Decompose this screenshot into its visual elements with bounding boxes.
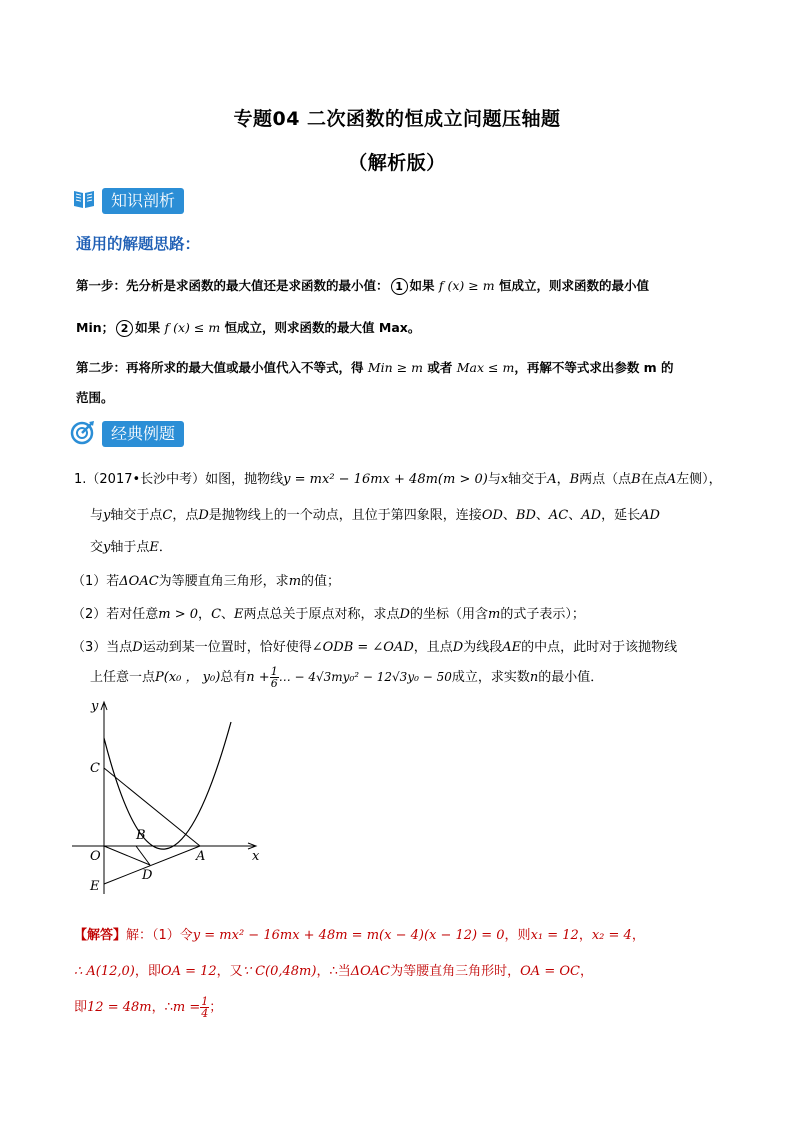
fraction-numerator: 1: [201, 995, 209, 1008]
circled-number-1: 1: [391, 278, 408, 295]
problem-text: ，: [198, 607, 212, 622]
math-var: x: [500, 472, 509, 487]
step1-text: 第一步：先分析是求函数的最大值还是求函数的最小值：: [76, 278, 389, 293]
answer-text: ，即: [134, 964, 161, 979]
section-badge-knowledge: [72, 187, 184, 215]
step1-text: 恒成立，则求函数的最大值 Max。: [224, 320, 421, 335]
problem-text: 与: [90, 508, 104, 523]
answer-text: ，又: [216, 964, 243, 979]
formula: y = mx² − 16mx + 48m = m(x − 4)(x − 12) = 0: [192, 928, 505, 943]
parabola-curve: [104, 722, 231, 849]
answer-line3: [74, 996, 222, 1019]
answer-line2: [74, 960, 593, 979]
step2-line1: [76, 358, 674, 376]
math-var: C: [162, 508, 173, 523]
answer-text: ，: [631, 928, 645, 943]
problem-text: ，且点: [413, 640, 453, 655]
label-y: y: [91, 699, 99, 714]
math-var: C: [211, 607, 222, 622]
problem-text: 运动到某一位置时，恰好使得: [142, 640, 312, 655]
problem-text: ．: [158, 540, 172, 555]
problem-text: 交: [90, 540, 104, 555]
problem-text: 、: [502, 508, 516, 523]
step1-line2: [76, 318, 420, 337]
answer-text: 为等腰直角三角形时，: [390, 964, 521, 979]
problem-text: 1.（2017•长沙中考）如图，抛物线: [74, 472, 284, 487]
problem-text: 两点（点: [579, 472, 632, 487]
math-var: D: [452, 640, 464, 655]
document-subtitle: （解析版）: [348, 152, 446, 174]
formula: ΔOAC: [119, 574, 159, 589]
formula: ∴ A(12,0): [74, 964, 135, 979]
math-var: E: [234, 607, 244, 622]
problem-text: 、: [568, 508, 582, 523]
math-var: D: [132, 640, 143, 655]
answer-text: 解：（1）令: [126, 928, 193, 943]
fraction-denominator: 4: [201, 1007, 209, 1020]
problem-text: 两点总关于原点对称，求点: [243, 607, 400, 622]
formula: m > 0: [158, 607, 199, 622]
formula: … − 4√3my₀² − 12√3y₀ − 50: [278, 670, 452, 684]
problem-text: 在点: [640, 472, 667, 487]
math-var: A: [666, 472, 677, 487]
answer-tag: 【解答】: [74, 928, 127, 943]
math-var: B: [631, 472, 641, 487]
formula: OA = OC: [520, 964, 580, 979]
label-d: D: [142, 868, 153, 883]
problem-line2: [90, 504, 660, 523]
section-badge-label: 经典例题: [102, 421, 184, 447]
problem-text: 与: [487, 472, 501, 487]
math-var: D: [198, 508, 209, 523]
target-arrow-icon: [70, 419, 96, 449]
problem-text: 轴交于点: [110, 508, 163, 523]
math-var: y: [103, 508, 111, 523]
section-badge-examples: [70, 420, 184, 448]
problem-text: 、: [221, 607, 235, 622]
math-var: AC: [548, 508, 569, 523]
problem-text: 左侧），: [676, 472, 722, 487]
segment-ac: [104, 768, 200, 846]
formula: x₂ = 4: [591, 928, 632, 943]
math-var: AE: [502, 640, 522, 655]
answer-text: ；: [209, 1000, 223, 1015]
formula: P(x₀ ， y₀): [155, 670, 221, 685]
formula: y = mx² − 16mx + 48m(m > 0): [283, 472, 488, 487]
step1-text: Min；: [76, 320, 115, 335]
step2-text: ，再解不等式求出参数 m 的: [514, 360, 674, 375]
formula: n +: [246, 670, 270, 685]
formula: m =: [172, 1000, 201, 1015]
math-var: OD: [481, 508, 503, 523]
fraction: [200, 996, 209, 1019]
formula: ∵ C(0,48m): [242, 964, 317, 979]
problem-text: 的最小值．: [538, 670, 604, 685]
math-var: n: [529, 670, 539, 685]
math-var: A: [547, 472, 557, 487]
answer-text: ，则: [504, 928, 531, 943]
step1-line1: [76, 276, 649, 295]
problem-text: 成立，求实数: [451, 670, 530, 685]
problem-text: ，点: [172, 508, 199, 523]
step1-text: 恒成立，则求函数的最小值: [498, 278, 649, 293]
fraction-numerator: 1: [270, 665, 278, 678]
problem-text: （1）若: [72, 574, 120, 589]
problem-text: 轴于点: [110, 540, 150, 555]
question-2: [72, 603, 585, 622]
math-var: D: [399, 607, 410, 622]
problem-text: 的坐标（用含: [409, 607, 488, 622]
open-book-icon: [72, 187, 96, 215]
problem-text: ，延长: [601, 508, 641, 523]
step2-text: 或者: [427, 360, 453, 375]
section-heading: 通用的解题思路：: [76, 235, 201, 253]
label-b: B: [136, 828, 146, 843]
label-e: E: [90, 879, 100, 894]
answer-text: ，: [579, 964, 593, 979]
math-var: E: [149, 540, 159, 555]
question-1: [72, 570, 340, 589]
answer-line1: [74, 924, 645, 943]
math-var: AD: [640, 508, 660, 523]
math-var: B: [569, 472, 580, 487]
problem-line1: [74, 468, 722, 487]
math-var: m: [288, 574, 302, 589]
problem-text: 、: [535, 508, 549, 523]
answer-text: 即: [74, 1000, 88, 1015]
problem-text: 上任意一点: [90, 670, 156, 685]
problem-text: （2）若对任意: [72, 607, 159, 622]
formula: OA = 12: [160, 964, 217, 979]
math-var: m: [488, 607, 501, 622]
question-3: [72, 636, 677, 655]
math-var: BD: [515, 508, 536, 523]
fraction: [270, 666, 279, 689]
fraction-denominator: 6: [270, 677, 278, 690]
section-badge-label: 知识剖析: [102, 188, 184, 214]
math-var: y: [103, 540, 111, 555]
problem-text: 是抛物线上的一个动点，且位于第四象限，连接: [208, 508, 482, 523]
math-var: AD: [581, 508, 602, 523]
formula: f (x) ≥ m: [438, 278, 495, 293]
problem-text: 为线段: [463, 640, 503, 655]
answer-text: ，∴: [151, 1000, 173, 1015]
label-x: x: [252, 849, 260, 864]
formula: ∠ODB = ∠OAD: [311, 640, 414, 655]
parabola-figure: [64, 698, 264, 898]
question-3-line2: [90, 666, 603, 689]
problem-text: 的中点，此时对于该抛物线: [521, 640, 678, 655]
formula: f (x) ≤ m: [164, 320, 221, 335]
label-o: O: [90, 849, 101, 864]
problem-text: （3）当点: [72, 640, 133, 655]
problem-text: 轴交于: [508, 472, 548, 487]
document-title: 专题04 二次函数的恒成立问题压轴题: [233, 108, 561, 130]
formula: Max ≤ m: [456, 360, 515, 375]
problem-line3: [90, 536, 172, 555]
step1-text: 如果: [409, 278, 435, 293]
problem-text: 总有: [220, 670, 247, 685]
formula: ΔOAC: [350, 964, 391, 979]
circled-number-2: 2: [116, 320, 133, 337]
step1-text: 如果: [135, 320, 161, 335]
answer-text: ，: [578, 928, 592, 943]
step2-line2: 范围。: [76, 390, 114, 405]
formula: x₁ = 12: [530, 928, 579, 943]
problem-text: ，: [556, 472, 570, 487]
problem-text: 的值；: [301, 574, 341, 589]
answer-text: ，∴当: [316, 964, 351, 979]
formula: 12 = 48m: [87, 1000, 152, 1015]
label-a: A: [196, 849, 206, 864]
label-c: C: [90, 761, 100, 776]
problem-text: 的式子表示）；: [500, 607, 585, 622]
problem-text: 为等腰直角三角形，求: [158, 574, 289, 589]
step2-text: 第二步：再将所求的最大值或最小值代入不等式，得: [76, 360, 364, 375]
formula: Min ≥ m: [367, 360, 423, 375]
